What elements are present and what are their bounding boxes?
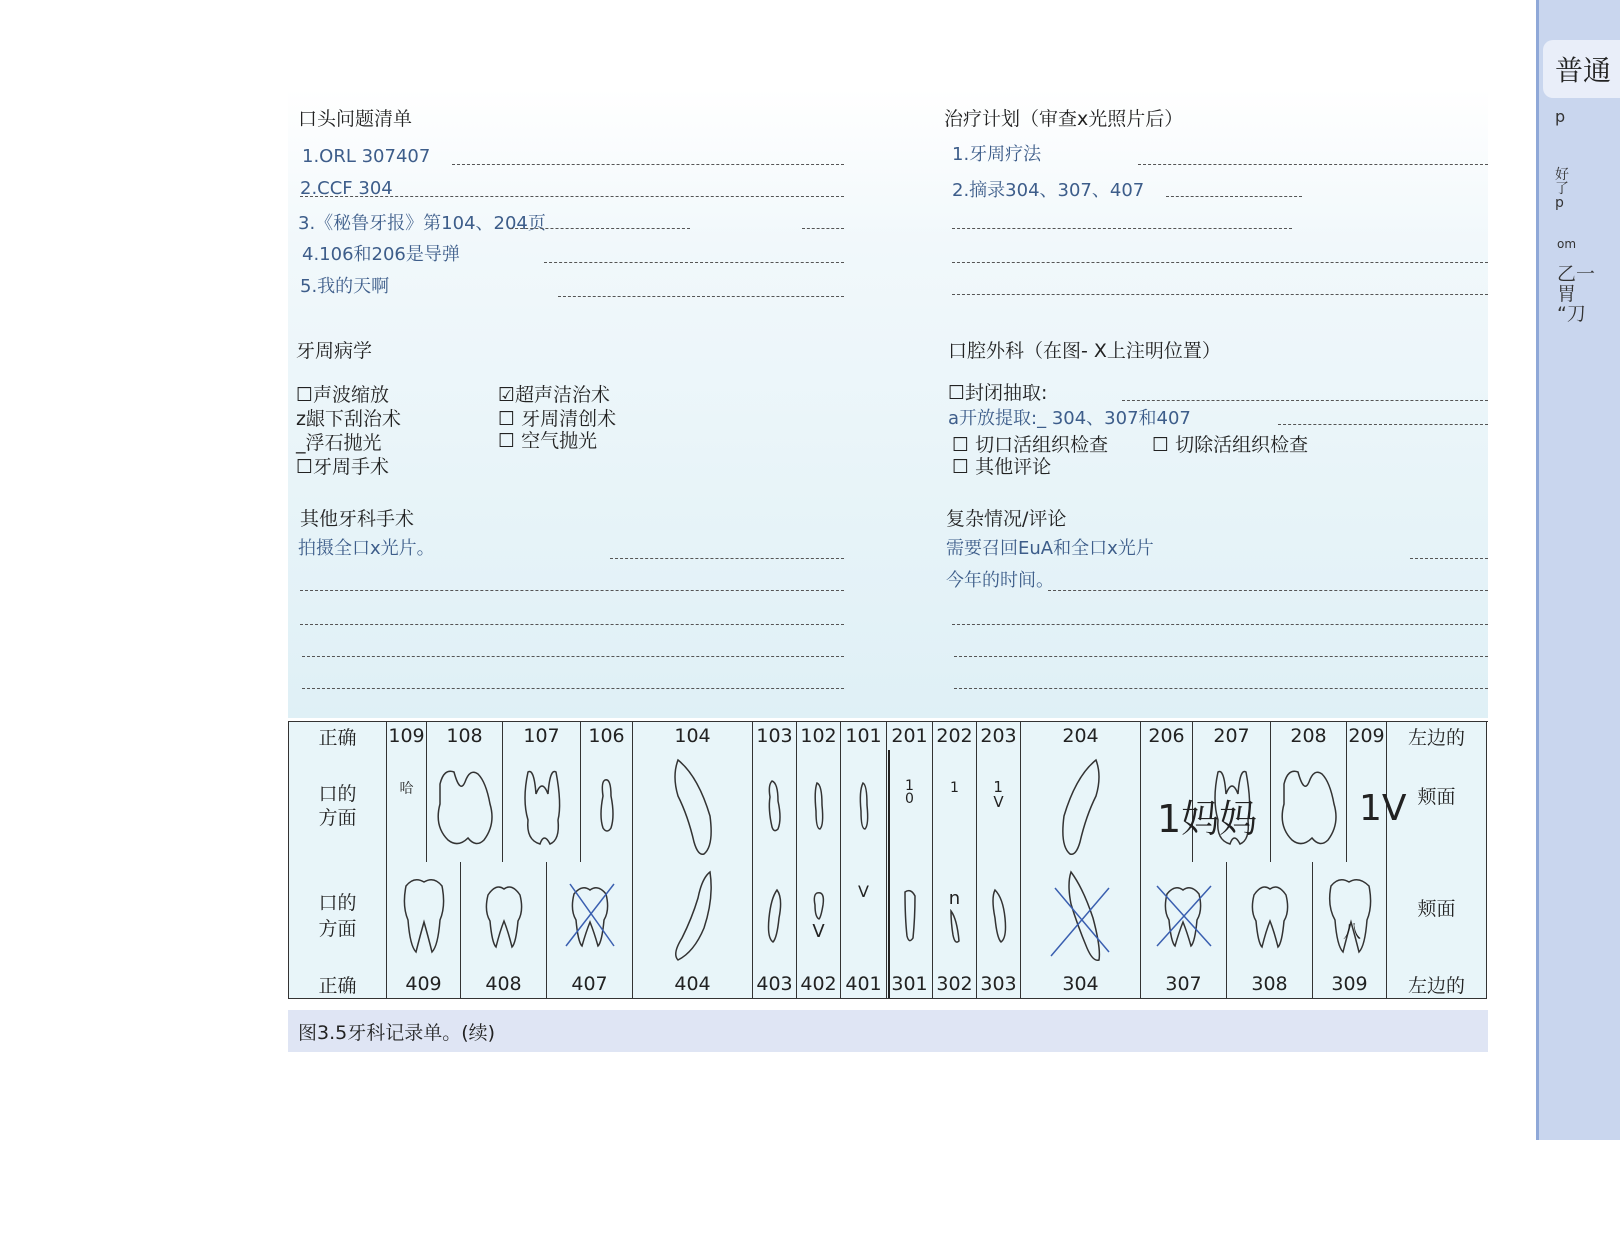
tooth-mark: V bbox=[812, 920, 825, 942]
incisor-icon bbox=[766, 779, 784, 833]
incisor-icon bbox=[947, 909, 963, 945]
tooth-403[interactable] bbox=[753, 862, 797, 970]
extracted-tooth-icon bbox=[1049, 868, 1113, 964]
tooth-407[interactable] bbox=[547, 862, 633, 970]
row-label: 口的 方面 bbox=[289, 862, 387, 970]
dashed-line bbox=[300, 590, 844, 591]
header-cell: 207 bbox=[1193, 722, 1271, 750]
tooth-104[interactable] bbox=[633, 750, 753, 862]
tooth-209-mark: 1V bbox=[1359, 788, 1407, 829]
sidebar-text: 乙一 胃 “刀 bbox=[1557, 263, 1596, 325]
molar-icon bbox=[1325, 876, 1375, 956]
dashed-line bbox=[300, 196, 844, 197]
header-cell: 103 bbox=[753, 722, 797, 750]
incisor-icon bbox=[857, 781, 871, 831]
right-sidebar bbox=[1536, 0, 1620, 1140]
tooth-201[interactable] bbox=[887, 750, 933, 862]
molar-icon bbox=[432, 764, 498, 848]
dashed-line bbox=[302, 688, 844, 689]
extracted-tooth-icon bbox=[1153, 880, 1215, 952]
header-cell: 104 bbox=[633, 722, 753, 750]
dashed-line bbox=[952, 624, 1488, 625]
dashed-line bbox=[452, 164, 844, 165]
tooth-303[interactable] bbox=[977, 862, 1021, 970]
option-incision-biopsy[interactable]: ☐ 切口活组织检查 bbox=[952, 434, 1109, 456]
problem-item: 2.CCF 304 bbox=[300, 178, 393, 199]
periodontics-title: 牙周病学 bbox=[296, 340, 373, 362]
tooth-mark: 八 bbox=[1343, 922, 1361, 943]
option-pumice[interactable]: _浮石抛光 bbox=[296, 432, 382, 454]
tooth-408[interactable] bbox=[461, 862, 547, 970]
tooth-206-mark: 1妈妈 bbox=[1157, 797, 1258, 841]
tooth-409[interactable] bbox=[387, 862, 461, 970]
header-cell: 109 bbox=[387, 722, 427, 750]
tooth-204[interactable] bbox=[1021, 750, 1141, 862]
option-debridement[interactable]: ☐ 牙周清创术 bbox=[498, 408, 617, 430]
dashed-line bbox=[558, 296, 844, 297]
canine-icon bbox=[668, 756, 718, 856]
tooth-108[interactable] bbox=[427, 750, 503, 862]
tooth-106[interactable] bbox=[581, 750, 633, 862]
header-cell: 403 bbox=[753, 970, 797, 998]
tooth-401[interactable] bbox=[841, 862, 887, 970]
dashed-line bbox=[1410, 558, 1488, 559]
tooth-103[interactable] bbox=[753, 750, 797, 862]
tooth-109[interactable] bbox=[387, 750, 427, 862]
header-cell: 208 bbox=[1271, 722, 1347, 750]
extracted-tooth-icon bbox=[564, 880, 616, 952]
header-cell: 106 bbox=[581, 722, 633, 750]
molar-icon bbox=[1276, 764, 1342, 848]
option-excision-biopsy[interactable]: ☐ 切除活组织检查 bbox=[1152, 434, 1309, 456]
complications-title: 复杂情况/评论 bbox=[946, 508, 1067, 530]
treatment-item: 1.牙周疗法 bbox=[952, 144, 1042, 165]
dashed-line bbox=[1122, 400, 1488, 401]
oral-surgery-title: 口腔外科（在图- X上注明位置） bbox=[948, 340, 1221, 362]
header-cell: 正确 bbox=[289, 970, 387, 998]
problem-item: 4.106和206是导弹 bbox=[302, 244, 460, 265]
figure-caption: 图3.5牙科记录单。(续) bbox=[288, 1010, 1488, 1052]
incisor-icon bbox=[901, 888, 919, 944]
canine-icon bbox=[668, 868, 718, 964]
header-cell: 401 bbox=[841, 970, 887, 998]
header-cell: 302 bbox=[933, 970, 977, 998]
header-cell: 301 bbox=[887, 970, 933, 998]
header-cell: 408 bbox=[461, 970, 547, 998]
dashed-line bbox=[952, 228, 1292, 229]
tooth-mark: 哈 bbox=[399, 781, 414, 797]
tooth-208[interactable] bbox=[1271, 750, 1347, 862]
tooth-402[interactable] bbox=[797, 862, 841, 970]
tooth-mark: n bbox=[948, 887, 961, 909]
tooth-202[interactable] bbox=[933, 750, 977, 862]
header-cell: 308 bbox=[1227, 970, 1313, 998]
tooth-307[interactable] bbox=[1141, 862, 1227, 970]
tooth-203[interactable] bbox=[977, 750, 1021, 862]
option-closed-extraction[interactable]: ☐封闭抽取: bbox=[948, 382, 1048, 404]
problem-item: 3.《秘鲁牙报》第104、204页 bbox=[298, 213, 546, 234]
dashed-line bbox=[952, 294, 1488, 295]
tooth-chart bbox=[288, 721, 1488, 1004]
right-label: 颊面 bbox=[1387, 862, 1487, 970]
header-cell: 101 bbox=[841, 722, 887, 750]
header-cell: 102 bbox=[797, 722, 841, 750]
molar-icon bbox=[482, 881, 526, 951]
tooth-mark: V bbox=[858, 882, 869, 901]
option-sonic-scaling[interactable]: ☐声波缩放 bbox=[296, 384, 390, 406]
other-procedures-title: 其他牙科手术 bbox=[300, 508, 415, 530]
dashed-line bbox=[302, 656, 844, 657]
header-cell: 402 bbox=[797, 970, 841, 998]
incisor-icon bbox=[812, 781, 826, 831]
tooth-mark: 1 V bbox=[993, 778, 1004, 811]
incisor-icon bbox=[811, 891, 827, 921]
dashed-line bbox=[954, 656, 1488, 657]
row-label: 口的 方面 bbox=[289, 750, 387, 862]
header-cell: 201 bbox=[887, 722, 933, 750]
midline bbox=[888, 750, 890, 998]
header-cell: 307 bbox=[1141, 970, 1227, 998]
tooth-309[interactable] bbox=[1313, 862, 1387, 970]
dashed-line bbox=[544, 262, 844, 263]
header-cell: 409 bbox=[387, 970, 461, 998]
option-other-comments[interactable]: ☐ 其他评论 bbox=[952, 456, 1052, 478]
sidebar-text: 好 了 p bbox=[1555, 167, 1569, 211]
premolar-icon bbox=[597, 776, 617, 836]
tooth-302[interactable] bbox=[933, 862, 977, 970]
header-cell: 303 bbox=[977, 970, 1021, 998]
header-cell: 209 bbox=[1347, 722, 1387, 750]
incisor-icon bbox=[765, 888, 785, 944]
header-cell: 107 bbox=[503, 722, 581, 750]
molar-icon bbox=[400, 876, 448, 956]
header-cell: 左边的 bbox=[1387, 970, 1487, 998]
header-cell: 206 bbox=[1141, 722, 1193, 750]
tooth-101[interactable] bbox=[841, 750, 887, 862]
dashed-line bbox=[610, 558, 844, 559]
tooth-308[interactable] bbox=[1227, 862, 1313, 970]
canine-icon bbox=[1056, 756, 1106, 856]
treatment-item: 2.摘录304、307、407 bbox=[952, 180, 1145, 201]
header-cell: 304 bbox=[1021, 970, 1141, 998]
header-cell: 108 bbox=[427, 722, 503, 750]
header-cell: 404 bbox=[633, 970, 753, 998]
sidebar-tab[interactable]: 普通 bbox=[1543, 40, 1620, 98]
tooth-107[interactable] bbox=[503, 750, 581, 862]
open-extraction-text: a开放提取:_ 304、307和407 bbox=[948, 408, 1191, 429]
complications-line: 今年的时间。 bbox=[946, 570, 1054, 591]
header-cell: 309 bbox=[1313, 970, 1387, 998]
tooth-102[interactable] bbox=[797, 750, 841, 862]
sidebar-text: p bbox=[1555, 107, 1566, 126]
dashed-line bbox=[954, 688, 1488, 689]
option-air-polish[interactable]: ☐ 空气抛光 bbox=[498, 430, 598, 452]
treatment-plan-title: 治疗计划（审查x光照片后） bbox=[944, 108, 1184, 130]
upper-header-row bbox=[288, 722, 1487, 751]
header-cell: 正确 bbox=[289, 722, 387, 750]
complications-line: 需要召回EuA和全口x光片 bbox=[946, 538, 1154, 559]
header-cell: 407 bbox=[547, 970, 633, 998]
dashed-line bbox=[1166, 196, 1302, 197]
header-cell: 202 bbox=[933, 722, 977, 750]
problem-list-title: 口头问题清单 bbox=[298, 108, 413, 130]
dashed-line bbox=[952, 262, 1488, 263]
tooth-404[interactable] bbox=[633, 862, 753, 970]
molar-icon bbox=[520, 764, 564, 848]
option-ultrasonic[interactable]: ☑超声洁治术 bbox=[498, 384, 611, 406]
dashed-line bbox=[1278, 424, 1488, 425]
option-subgingival[interactable]: z龈下刮治术 bbox=[296, 408, 401, 430]
right-label: 颊面 bbox=[1387, 750, 1487, 862]
header-cell: 203 bbox=[977, 722, 1021, 750]
dashed-line bbox=[802, 228, 844, 229]
dashed-line bbox=[1138, 164, 1488, 165]
tooth-mark: 1 0 bbox=[905, 778, 914, 807]
tooth-301[interactable] bbox=[887, 862, 933, 970]
problem-item: 5.我的天啊 bbox=[300, 276, 390, 297]
molar-icon bbox=[1248, 881, 1292, 951]
option-perio-surgery[interactable]: ☐牙周手术 bbox=[296, 456, 390, 478]
dashed-line bbox=[510, 228, 690, 229]
dashed-line bbox=[1048, 590, 1488, 591]
tooth-mark: 1 bbox=[950, 780, 959, 796]
tooth-304[interactable] bbox=[1021, 862, 1141, 970]
other-procedures-text: 拍摄全口x光片。 bbox=[298, 538, 435, 559]
sidebar-text: om bbox=[1557, 237, 1577, 251]
header-cell: 204 bbox=[1021, 722, 1141, 750]
dashed-line bbox=[300, 624, 844, 625]
problem-item: 1.ORL 307407 bbox=[302, 146, 431, 167]
header-cell: 左边的 bbox=[1387, 722, 1487, 750]
incisor-icon bbox=[989, 888, 1009, 944]
